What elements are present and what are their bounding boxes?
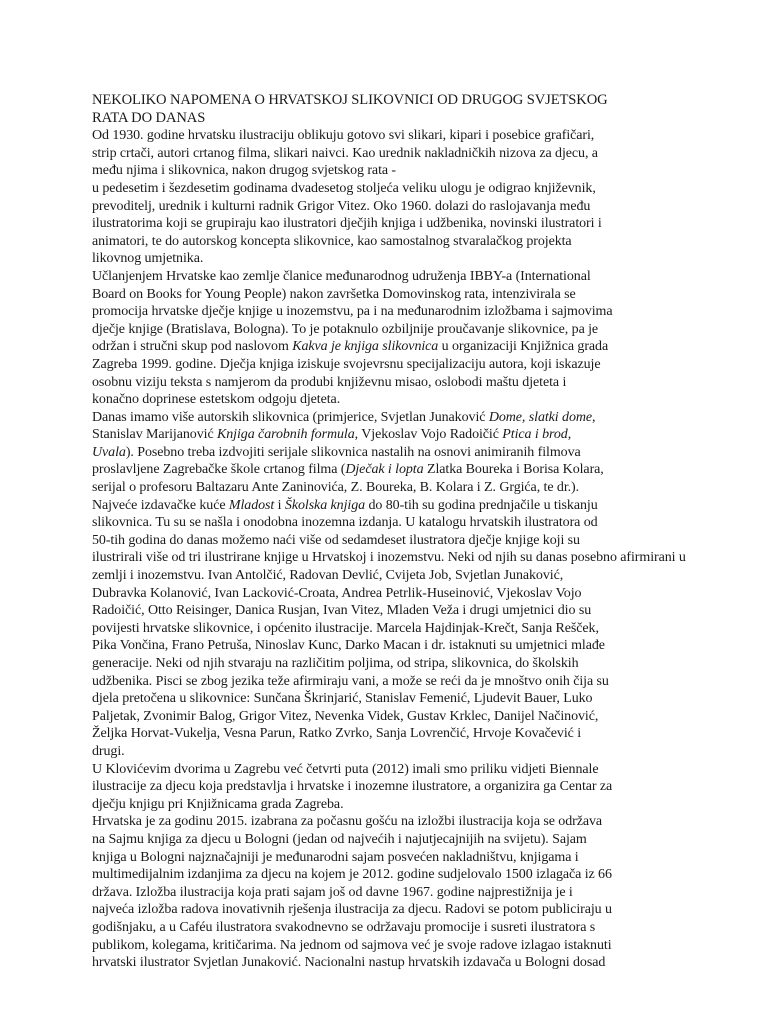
text-line <box>92 426 712 444</box>
text-run: , <box>592 409 596 425</box>
text-line <box>92 637 712 655</box>
text-line <box>92 250 712 268</box>
italic-title: Školska knjiga <box>284 497 366 513</box>
text-line <box>92 391 712 409</box>
text-run: promocija hrvatske dječje knjige u inozemstvu, pa i na međunarodnim izložbama i sajmovima <box>92 304 613 320</box>
text-run: i <box>274 497 285 513</box>
title-line: NEKOLIKO NAPOMENA O HRVATSKOJ SLIKOVNICI OD DRUGOG SVJETSKOG <box>92 92 608 108</box>
italic-title: Uvala <box>92 444 126 460</box>
text-line <box>92 778 712 796</box>
text-line <box>92 690 712 708</box>
text-line <box>92 145 712 163</box>
text-run: Stanislav Marijanović <box>92 427 217 443</box>
text-run: prevoditelj, urednik i kulturni radnik Grigor Vitez. Oko 1960. dolazi do raslojavanja među <box>92 198 591 214</box>
text-line <box>92 127 712 145</box>
text-run: serijal o profesoru Baltazaru Ante Zaninovića, Z. Boureka, B. Kolara i Z. Grgića, te dr.). <box>92 480 580 496</box>
text-line <box>92 356 712 374</box>
text-line <box>92 497 712 515</box>
text-run: likovnog umjetnika. <box>92 251 204 267</box>
text-run: hrvatski ilustrator Svjetlan Junaković. Nacionalni nastup hrvatskih izdavača u Bologni dosad <box>92 955 606 971</box>
text-run: Dubravka Kolanović, Ivan Lacković-Croata, Andrea Petrlik-Huseinović, Vjekoslav Vojo <box>92 585 582 601</box>
text-line <box>92 673 712 691</box>
paragraph <box>92 813 712 971</box>
text-line <box>92 162 712 180</box>
text-run: Pika Vončina, Frano Petruša, Ninoslav Kunc, Darko Macan i dr. istaknuti su umjetnici mlađe <box>92 638 605 654</box>
text-run: osobnu viziju teksta s namjerom da produbi književnu misao, oslobodi maštu djeteta i <box>92 374 567 390</box>
text-run: knjiga u Bologni najznačajniji je međunarodni sajam posvećen nakladništvu, knjigama i <box>92 849 579 865</box>
text-run: Board on Books for Young People) nakon završetka Domovinskog rata, intenzivirala se <box>92 286 576 302</box>
text-line <box>92 461 712 479</box>
text-run: publikom, kolegama, kritičarima. Na jednom od sajmova već je svoje radove izlagao istaknuti <box>92 937 612 953</box>
text-run: proslavljene Zagrebačke škole crtanog filma ( <box>92 462 346 478</box>
text-line <box>92 532 712 550</box>
text-run: generacije. Neki od njih stvaraju na različitim poljima, od stripa, slikovnica, do školskih <box>92 656 579 671</box>
text-line <box>92 585 712 603</box>
text-line <box>92 620 712 638</box>
text-line <box>92 514 712 532</box>
text-line <box>92 198 712 216</box>
text-line <box>92 444 712 462</box>
italic-title: Dječak i lopta <box>345 462 424 478</box>
paragraph <box>92 409 712 761</box>
text-run: Zlatka Boureka i Borisa Kolara, <box>423 462 604 478</box>
text-run: strip crtači, autori crtanog filma, slikari naivci. Kao urednik nakladničkih nizova za djecu, a <box>92 145 598 161</box>
text-run: 50-tih godina do danas možemo naći više od sedamdeset ilustratora dječje knjige koji su <box>92 532 580 548</box>
text-run: multimedijalnim izdanjima za djecu na kojem je 2012. godine sudjelovalo 1500 izlagača iz 66 <box>92 867 612 883</box>
text-line <box>92 286 712 304</box>
text-line <box>92 233 712 251</box>
text-line <box>92 602 712 620</box>
text-run: Radoičić, Otto Reisinger, Danica Rusjan, Ivan Vitez, Mladen Veža i drugi umjetnici dio su <box>92 603 592 619</box>
text-line <box>92 549 712 567</box>
document-page <box>92 92 712 972</box>
text-line <box>92 919 712 937</box>
text-line <box>92 884 712 902</box>
document-title <box>92 92 712 127</box>
text-run: drugi. <box>92 743 125 759</box>
text-run: Hrvatska je za godinu 2015. izabrana za počasnu gošću na izložbi ilustracija koja se održava <box>92 814 603 830</box>
text-run: dječju knjigu pri Knjižnicama grada Zagreba. <box>92 796 344 812</box>
text-line <box>92 901 712 919</box>
text-line <box>92 321 712 339</box>
text-line <box>92 849 712 867</box>
paragraph <box>92 127 712 180</box>
italic-title: Dome, slatki dome <box>488 409 593 425</box>
text-line <box>92 180 712 198</box>
text-run: u organizaciji Knjižnica grada <box>438 339 609 355</box>
text-line <box>92 813 712 831</box>
document-body <box>92 127 712 972</box>
text-line <box>92 655 712 673</box>
text-run: dječje knjige (Bratislava, Bologna). To je potaknulo ozbiljnije proučavanje slikovnice, pa je <box>92 321 599 337</box>
paragraph <box>92 268 712 409</box>
text-line <box>92 567 712 585</box>
text-line <box>92 725 712 743</box>
italic-title: Ptica i brod <box>502 427 568 443</box>
text-run: godišnjaku, a u Caféu ilustratora svakodnevno se održavaju promocije i susreti ilustratora s <box>92 919 596 935</box>
text-line <box>92 937 712 955</box>
text-run: Danas imamo više autorskih slikovnica (primjerice, Svjetlan Junaković <box>92 409 489 425</box>
text-run: na Sajmu knjiga za djecu u Bologni (jedan od najvećih i najutjecajnijih na svijetu). Sajam <box>92 831 587 847</box>
text-run: među njima i slikovnica, nakon drugog svjetskog rata - <box>92 163 397 179</box>
text-run: ilustracije za djecu koja predstavlja i hrvatske i inozemne ilustratore, a organizira ga Centar za <box>92 779 613 795</box>
text-line <box>92 743 712 761</box>
text-run: slikovnica. Tu su se našla i onodobna inozemna izdanja. U katalogu hrvatskih ilustratora od <box>92 515 598 531</box>
text-run: u pedesetim i šezdesetim godinama dvadesetog stoljeća veliku ulogu je odigrao književnik, <box>92 180 596 196</box>
text-run: ilustratorima koji se grupiraju kao ilustratori dječjih knjiga i udžbenika, novinski ilustratori i <box>92 216 602 232</box>
text-run: ). Posebno treba izdvojiti serijale slikovnica nastalih na osnovi animiranih filmova <box>125 444 581 460</box>
text-line <box>92 761 712 779</box>
text-run: do 80-tih su godina prednjačile u tiskanju <box>365 497 598 513</box>
text-run: država. Izložba ilustracija koja prati sajam još od davne 1967. godine najprestižnija je i <box>92 884 573 900</box>
text-run: U Klovićevim dvorima u Zagrebu već četvrti puta (2012) imali smo priliku vidjeti Biennale <box>92 761 599 777</box>
text-line <box>92 215 712 233</box>
text-run: zemlji i inozemstvu. Ivan Antolčić, Radovan Devlić, Cvijeta Job, Svjetlan Junaković, <box>92 568 564 584</box>
text-run: Zagreba 1999. godine. Dječja knjiga iziskuje svojevrsnu specijalizaciju autora, koji iskazuje <box>92 356 601 372</box>
text-line <box>92 796 712 814</box>
text-run: , <box>567 427 572 443</box>
text-run: animatori, te do autorskog koncepta slikovnice, kao samostalnog stvaralačkog projekta <box>92 233 572 249</box>
text-line <box>92 479 712 497</box>
text-line <box>92 338 712 356</box>
text-run: konačno doprinese estetskom odgoju djeteta. <box>92 392 341 408</box>
text-line <box>92 831 712 849</box>
text-run: najveća izložba radova inovativnih rješenja ilustracija za djecu. Radovi se potom publiciraju u <box>92 902 612 918</box>
text-line <box>92 409 712 427</box>
text-line <box>92 374 712 392</box>
text-run: djela pretočena u slikovnice: Sunčana Škrinjarić, Stanislav Femenić, Ljudevit Bauer, Luko <box>92 691 593 707</box>
text-run: udžbenika. Pisci se zbog jezika teže afirmiraju vani, a može se reći da je mnoštvo onih čija su <box>92 673 609 689</box>
italic-title: Kakva je knjiga slikovnica <box>292 339 439 355</box>
text-run: Od 1930. godine hrvatsku ilustraciju oblikuju gotovo svi slikari, kipari i posebice grafičari, <box>92 128 595 144</box>
text-line <box>92 954 712 972</box>
paragraph <box>92 180 712 268</box>
italic-title: Knjiga čarobnih formula <box>217 427 355 443</box>
title-line: RATA DO DANAS <box>92 109 206 126</box>
text-line <box>92 708 712 726</box>
text-run: Paljetak, Zvonimir Balog, Grigor Vitez, Nevenka Videk, Gustav Krklec, Danijel Načinović, <box>92 708 599 724</box>
italic-title: Mladost <box>228 497 275 513</box>
text-line <box>92 268 712 286</box>
paragraph <box>92 761 712 814</box>
text-run: održan i stručni skup pod naslovom <box>92 339 293 355</box>
text-run: Željka Horvat-Vukelja, Vesna Parun, Ratko Zvrko, Sanja Lovrenčić, Hrvoje Kovačević i <box>92 726 582 742</box>
text-run: povijesti hrvatske slikovnice, i općenito ilustracije. Marcela Hajdinjak-Krečt, Sanja Rešček, <box>92 620 599 636</box>
text-run: ilustrirali više od tri ilustrirane knjige u Hrvatskoj i inozemstvu. Neki od njih su danas posebno afirmirani u <box>92 550 686 566</box>
text-run: Učlanjenjem Hrvatske kao zemlje članice međunarodnog udruženja IBBY-a (International <box>92 268 591 284</box>
text-line <box>92 303 712 321</box>
text-line <box>92 866 712 884</box>
text-run: Najveće izdavačke kuće <box>92 497 229 513</box>
text-run: , Vjekoslav Vojo Radoičić <box>354 427 503 443</box>
